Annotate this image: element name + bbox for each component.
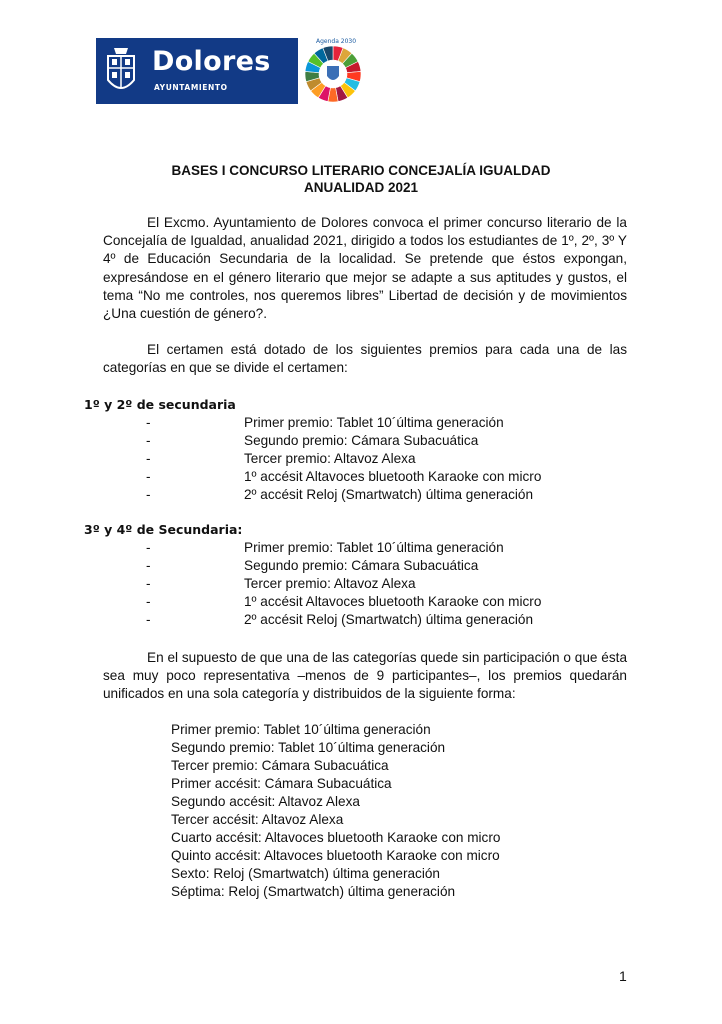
unification-paragraph-text: En el supuesto de que una de las categorías quede sin participación o que ésta sea muy poco representativa –menos de 9 participantes–, los premios quedarán unificados en una sola categoría y distribuidos de la siguiente forma: [103, 650, 627, 702]
list-dash: - [146, 612, 151, 627]
intro-paragraph [103, 214, 627, 323]
list-dash: - [146, 433, 151, 448]
list-dash: - [146, 415, 151, 430]
list-dash: - [146, 558, 151, 573]
unified-prize-item: Primer accésit: Cámara Subacuática [171, 776, 392, 791]
unified-prize-item: Primer premio: Tablet 10´última generación [171, 722, 431, 737]
prize-text: 1º accésit Altavoces bluetooth Karaoke con micro [244, 469, 542, 484]
sdg-center-shield-icon [327, 66, 339, 80]
prize-text: Primer premio: Tablet 10´última generación [244, 415, 504, 430]
sdg-wheel-icon [302, 44, 364, 104]
unified-prize-item: Segundo accésit: Altavoz Alexa [171, 794, 360, 809]
prize-text: Tercer premio: Altavoz Alexa [244, 451, 416, 466]
list-dash: - [146, 594, 151, 609]
category-heading-3-4: 3º y 4º de Secundaria: [84, 522, 243, 537]
unified-prize-item: Tercer accésit: Altavoz Alexa [171, 812, 344, 827]
brand-name: Dolores [152, 46, 271, 77]
list-dash: - [146, 469, 151, 484]
prizes-intro-paragraph [103, 341, 627, 377]
prize-text: 2º accésit Reloj (Smartwatch) última generación [244, 612, 534, 627]
agenda-2030-logo [302, 38, 364, 104]
prize-text: Segundo premio: Cámara Subacuática [244, 433, 479, 448]
list-dash: - [146, 576, 151, 591]
list-dash: - [146, 540, 151, 555]
prize-text: 2º accésit Reloj (Smartwatch) última generación [244, 487, 534, 502]
list-dash: - [146, 487, 151, 502]
document-title: BASES I CONCURSO LITERARIO CONCEJALÍA IGUALDAD [171, 163, 551, 178]
list-dash: - [146, 451, 151, 466]
prize-text: 1º accésit Altavoces bluetooth Karaoke con micro [244, 594, 542, 609]
prize-text: Tercer premio: Altavoz Alexa [244, 576, 416, 591]
unification-paragraph [103, 649, 627, 704]
page-number: 1 [619, 968, 627, 984]
prizes-intro-text: El certamen está dotado de los siguientes premios para cada una de las categorías en que se divide el certamen: [103, 342, 627, 376]
unified-prize-item: Quinto accésit: Altavoces bluetooth Karaoke con micro [171, 848, 500, 863]
brand-subtitle: AYUNTAMIENTO [154, 83, 228, 92]
unified-prize-item: Sexto: Reloj (Smartwatch) última generación [171, 866, 440, 881]
dolores-logo [96, 38, 298, 104]
document-subtitle: ANUALIDAD 2021 [303, 180, 419, 195]
agenda-label: Agenda 2030 [316, 38, 357, 45]
unified-prize-item: Cuarto accésit: Altavoces bluetooth Karaoke con micro [171, 830, 501, 845]
coat-of-arms-icon [104, 44, 138, 98]
prize-text: Segundo premio: Cámara Subacuática [244, 558, 479, 573]
prize-text: Primer premio: Tablet 10´última generación [244, 540, 504, 555]
unified-prize-item: Tercer premio: Cámara Subacuática [171, 758, 389, 773]
category-heading-1-2: 1º y 2º de secundaria [84, 397, 236, 412]
unified-prize-item: Segundo premio: Tablet 10´última generación [171, 740, 446, 755]
intro-paragraph-text: El Excmo. Ayuntamiento de Dolores convoca el primer concurso literario de la Concejalía de Igualdad, anualidad 2021, dirigido a todos los estudiantes de 1º, 2º, 3º Y 4º de Educación Secundaria de la localidad. Se pretende que éstos expongan, expresándose en el género literario que mejor se adapte a sus aptitudes y gustos, el tema “No me controles, nos queremos libres” Libertad de decisión y de movimientos ¿Una cuestión de género?. [103, 215, 627, 322]
unified-prize-item: Séptima: Reloj (Smartwatch) última generación [171, 884, 456, 899]
